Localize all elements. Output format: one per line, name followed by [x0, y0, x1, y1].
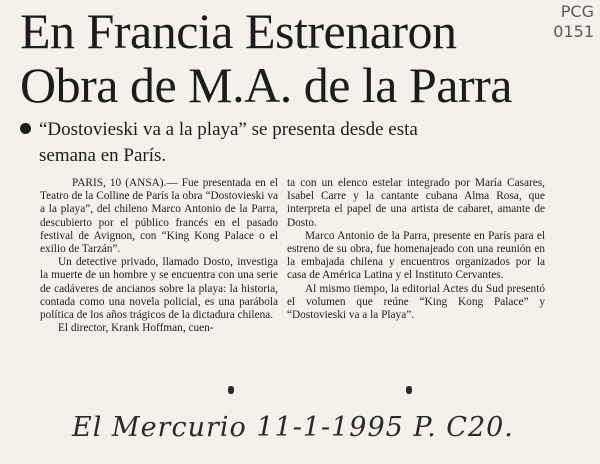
headline-line1: En Francia Estrenaron — [20, 3, 457, 59]
paragraph: ta con un elenco estelar integrado por María Casares, Isabel Carre y la cantante cubana Alma Rosa, que interpreta el papel de una artista de cabaret, amante de Dosto. — [287, 177, 545, 229]
headline-line2: Obra de M.A. de la Parra — [20, 57, 512, 113]
bullet-icon — [20, 123, 31, 134]
subheadline-line2: semana en París. — [39, 145, 167, 166]
subheadline — [20, 117, 580, 169]
subheadline-line1: “Dostovieski va a la playa” se presenta desde esta — [39, 119, 418, 140]
paragraph: Un detective privado, llamado Dosto, investiga la muerte de un hombre y se encuentra con una serie de cadáveres de ancianos sobre la playa: la historia, contada como una novela policial, es una parábola política de los años trágicos de la dictadura chilena. — [40, 256, 278, 322]
article-column-left — [40, 177, 278, 335]
archive-code-line2: 0151 — [553, 22, 594, 41]
headline — [20, 4, 560, 112]
handwritten-source-note: El Mercurio 11-1-1995 P. C20. — [72, 412, 514, 443]
paragraph: El director, Krank Hoffman, cuen- — [58, 322, 214, 335]
archive-code-line1: PCG — [560, 2, 594, 21]
paragraph: Al mismo tiempo, la editorial Actes du Sud presentó el volumen que reúne “King Kong Palace” y “Dostovieski va a la Playa”. — [287, 282, 545, 322]
article-column-right — [287, 177, 545, 322]
paragraph: PARIS, 10 (ANSA).— Fue presentada en el Teatro de la Colline de París la obra “Dostovieski va a la playa”, del chileno Marco Antonio de la Parra, descubierto por el público francés en el pasado festival de Avignon, con “King Kong Palace o el exilio de Tarzán”. — [40, 177, 278, 256]
ink-mark — [228, 386, 234, 394]
paragraph: Marco Antonio de la Parra, presente en París para el estreno de su obra, fue homenajeado con una reunión en la embajada chilena y encuentros organizados por la casa de América Latina y el Instituto Cervantes. — [287, 229, 545, 282]
ink-mark — [406, 386, 412, 394]
